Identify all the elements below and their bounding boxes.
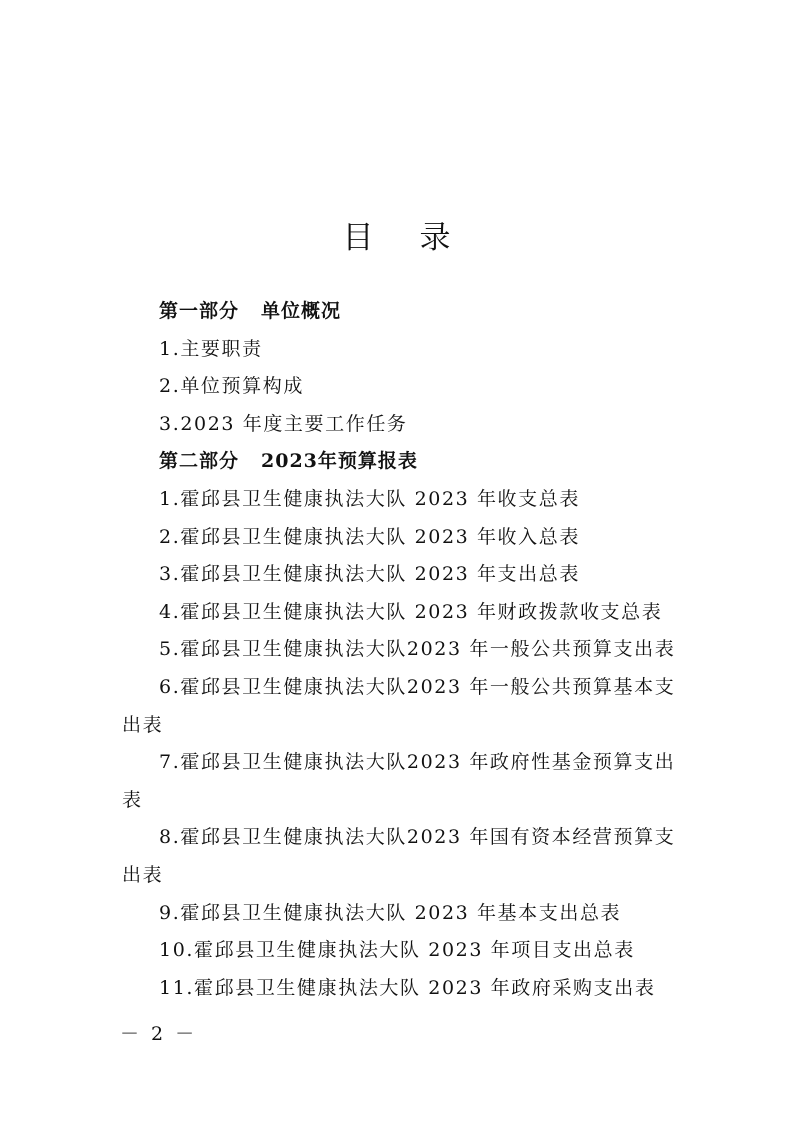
toc-item: 7.霍邱县卫生健康执法大队2023 年政府性基金预算支出: [159, 751, 676, 774]
toc-item: 3.霍邱县卫生健康执法大队 2023 年支出总表: [159, 563, 580, 586]
toc-item-continuation: 出表: [122, 713, 164, 736]
toc-item: 2.霍邱县卫生健康执法大队 2023 年收入总表: [159, 525, 580, 548]
page-title: 目录: [342, 220, 497, 256]
section-heading-part-1: [122, 293, 678, 331]
section-number: 第一部分: [159, 300, 240, 322]
toc-item: 10.霍邱县卫生健康执法大队 2023 年项目支出总表: [159, 939, 635, 962]
toc-item: 2.单位预算构成: [159, 375, 304, 398]
toc-item: 9.霍邱县卫生健康执法大队 2023 年基本支出总表: [159, 901, 622, 924]
section-heading-part-2: [122, 443, 678, 481]
toc-item: 3.2023 年度主要工作任务: [159, 412, 408, 435]
toc-item-continuation: 出表: [122, 863, 164, 886]
section-title: 2023年预算报表: [261, 450, 418, 473]
toc-item: 1.霍邱县卫生健康执法大队 2023 年收支总表: [159, 487, 580, 510]
toc-item: 5.霍邱县卫生健康执法大队2023 年一般公共预算支出表: [159, 638, 676, 661]
page-number: － 2 －: [120, 1023, 198, 1045]
toc-item: 1.主要职责: [159, 337, 263, 360]
section-title: 单位概况: [261, 300, 342, 322]
toc-item: 6.霍邱县卫生健康执法大队2023 年一般公共预算基本支: [159, 675, 676, 698]
table-of-contents: [122, 293, 678, 1007]
section-number: 第二部分: [159, 450, 240, 473]
toc-item-continuation: 表: [122, 788, 143, 811]
toc-item: 4.霍邱县卫生健康执法大队 2023 年财政拨款收支总表: [159, 600, 663, 623]
toc-item: 11.霍邱县卫生健康执法大队 2023 年政府采购支出表: [159, 976, 656, 999]
toc-item: 8.霍邱县卫生健康执法大队2023 年国有资本经营预算支: [159, 826, 676, 849]
